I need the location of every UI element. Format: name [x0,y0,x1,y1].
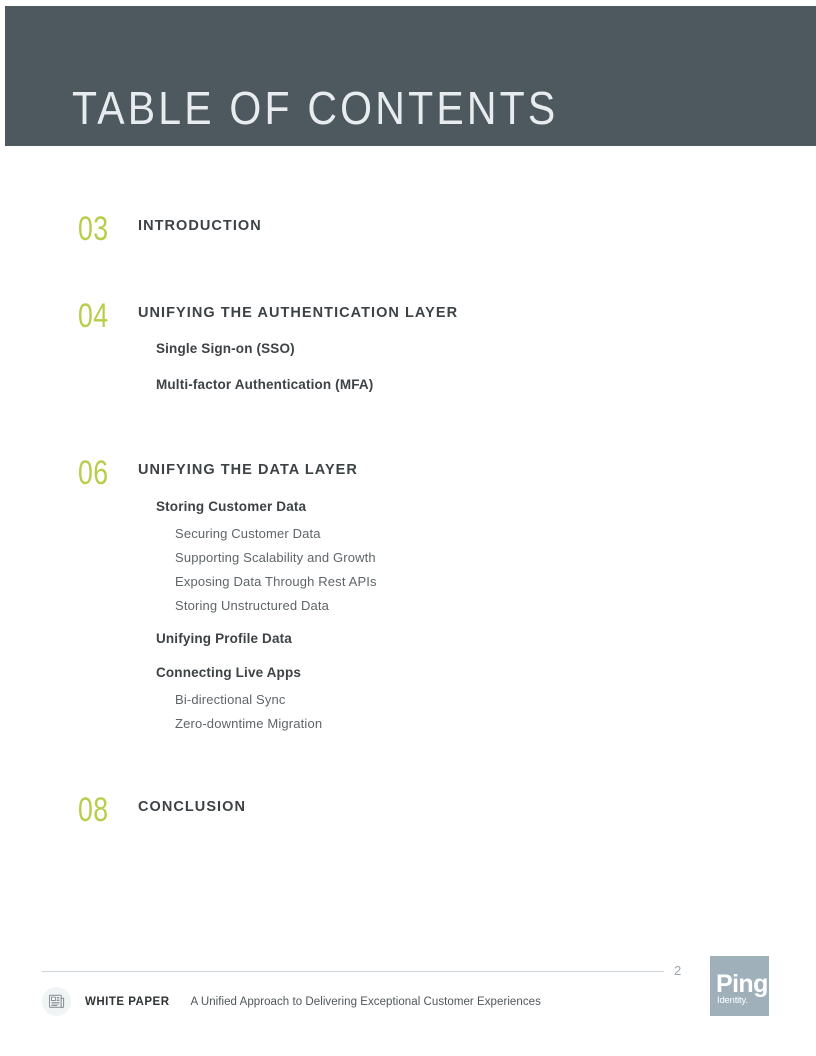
toc-entry-subsub[interactable]: Storing Unstructured Data [175,598,330,613]
brand-tagline: Identity. [717,995,748,1006]
toc-entry-subsub[interactable]: Supporting Scalability and Growth [175,550,376,565]
toc-entry-sub[interactable]: Storing Customer Data [156,498,307,514]
footer-divider [42,971,664,972]
toc-entry-subsub[interactable]: Zero-downtime Migration [175,716,323,731]
newspaper-icon [42,987,71,1016]
page-number: 2 [674,963,682,978]
toc-entry-sub[interactable]: Multi-factor Authentication (MFA) [156,376,374,392]
toc-page-number: 04 [78,297,109,335]
toc-entry-subsub[interactable]: Securing Customer Data [175,526,321,541]
toc-entry-main[interactable] [0,210,816,249]
page-footer [0,946,816,1056]
toc-section [0,234,816,392]
toc-entry-main[interactable] [0,297,816,335]
toc-entry-sub[interactable]: Single Sign-on (SSO) [156,341,295,356]
toc-entry-main[interactable] [0,791,816,830]
brand-name: Ping [716,970,768,998]
toc-page-number: 06 [78,454,109,493]
toc-entry-subsub[interactable]: Exposing Data Through Rest APIs [175,574,377,589]
page-header-band [5,6,816,146]
toc-section [0,730,816,830]
toc-entry-sub[interactable]: Connecting Live Apps [156,664,302,680]
toc-section [0,146,816,249]
footer-content [42,987,541,1016]
footer-subtitle: A Unified Approach to Delivering Exceptional Customer Experiences [190,995,541,1008]
toc-entry-sub[interactable]: Unifying Profile Data [156,631,292,646]
toc-entry-subsub[interactable]: Bi-directional Sync [175,692,286,707]
table-of-contents [0,146,816,830]
toc-entry-label: CONCLUSION [138,799,246,815]
toc-entry-label: INTRODUCTION [138,218,262,234]
toc-entry-label: UNIFYING THE AUTHENTICATION LAYER [138,304,459,321]
toc-entry-label: UNIFYING THE DATA LAYER [138,462,358,478]
toc-page-number: 08 [78,791,109,830]
footer-kicker: WHITE PAPER [85,995,170,1008]
ping-identity-logo [710,956,769,1016]
toc-section [0,391,816,730]
toc-page-number: 03 [78,210,109,249]
toc-entry-main[interactable] [0,454,816,493]
page-title: TABLE OF CONTENTS [72,82,559,135]
